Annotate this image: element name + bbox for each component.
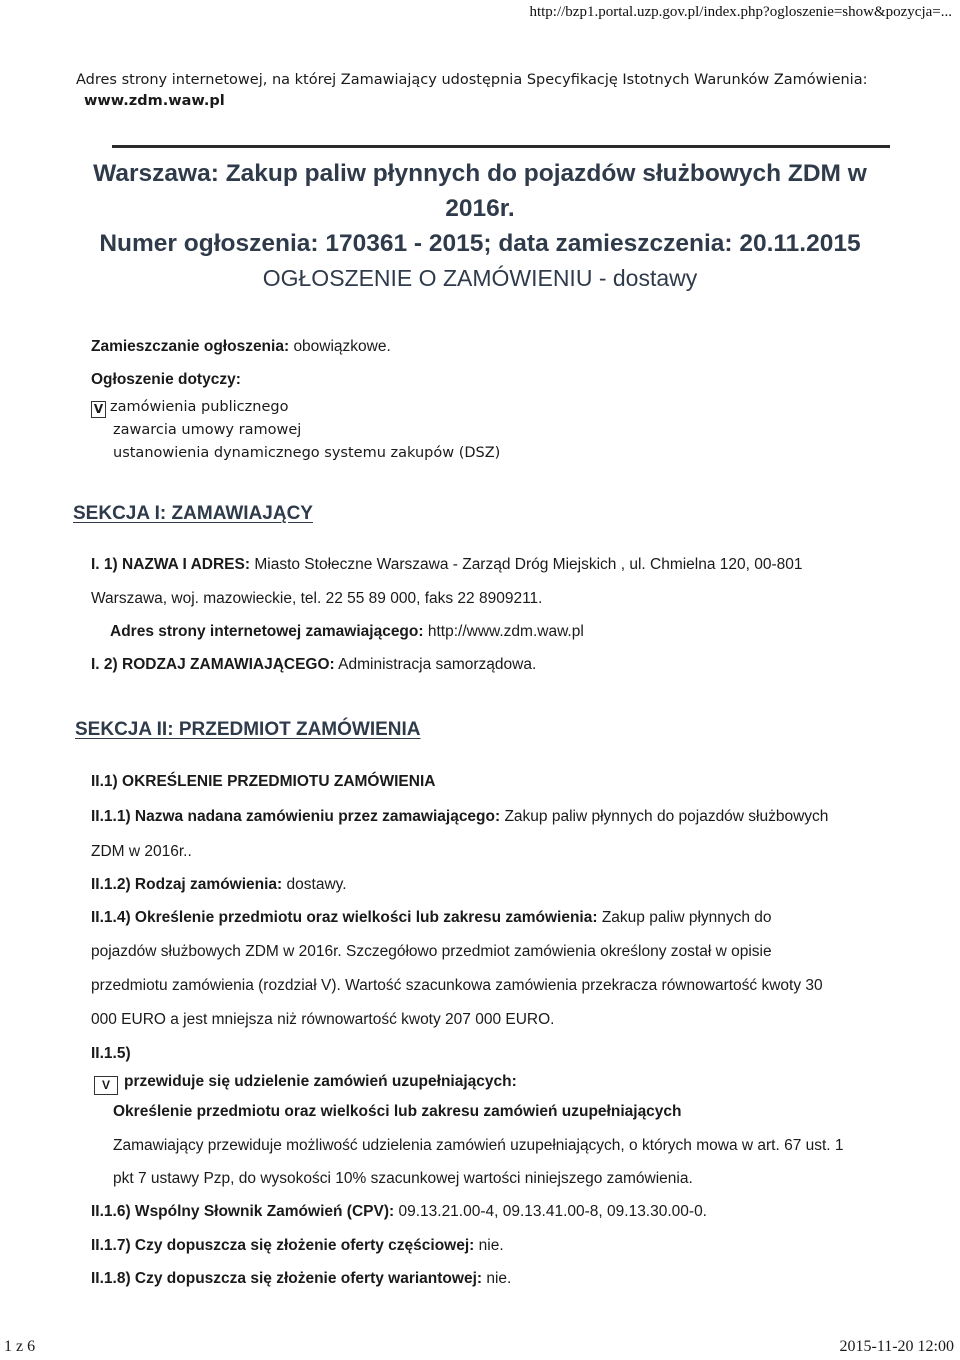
partial-offer-label: II.1.7) Czy dopuszcza się złożenie oferty częściowej: — [91, 1237, 475, 1254]
variant-offer-label: II.1.8) Czy dopuszcza się złożenie oferty wariantowej: — [91, 1270, 483, 1287]
contracting-type-label: I. 2) RODZAJ ZAMAWIAJĄCEGO: — [91, 656, 335, 673]
supplementary-text: przewiduje się udzielenie zamówień uzupełniających: — [124, 1073, 517, 1090]
scope-label: II.1.4) Określenie przedmiotu oraz wielkości lub zakresu zamówienia: — [91, 909, 598, 926]
order-type-label: II.1.2) Rodzaj zamówienia: — [91, 876, 283, 893]
checkbox-supplementary[interactable]: V — [94, 1076, 118, 1095]
variant-offer-line — [91, 1270, 511, 1288]
address-line1 — [91, 556, 803, 574]
supplementary-check-line — [94, 1073, 517, 1095]
option-framework: zawarcia umowy ramowej — [113, 422, 302, 438]
mandatory-label: Zamieszczanie ogłoszenia: — [91, 338, 290, 355]
order-type-value: dostawy. — [286, 876, 347, 893]
section-1-heading: SEKCJA I: ZAMAWIAJĄCY — [73, 503, 313, 524]
www-label: Adres strony internetowej zamawiającego: — [110, 623, 424, 640]
www-line — [110, 623, 584, 641]
mandatory-line — [91, 338, 391, 356]
notice-number-line: Numer ogłoszenia: 170361 - 2015; data zamieszczenia: 20.11.2015 — [99, 230, 861, 257]
variant-offer-value: nie. — [486, 1270, 512, 1287]
scope-line4: 000 EURO a jest mniejsza niż równowartość kwoty 207 000 EURO. — [91, 1011, 555, 1028]
notice-title-line1: Warszawa: Zakup paliw płynnych do pojazdów służbowych ZDM w — [93, 160, 867, 187]
mandatory-value: obowiązkowe. — [293, 338, 391, 355]
siwz-site-url[interactable]: www.zdm.waw.pl — [84, 93, 225, 109]
concerns-label: Ogłoszenie dotyczy: — [91, 371, 241, 388]
page-counter: 1 z 6 — [4, 1338, 36, 1355]
section-2-heading: SEKCJA II: PRZEDMIOT ZAMÓWIENIA — [75, 719, 421, 740]
checkbox-public-order[interactable]: V — [91, 401, 106, 418]
option-public-order — [91, 399, 288, 418]
supplementary-value1: Zamawiający przewiduje możliwość udzielenia zamówień uzupełniających, o których mowa w art. 67 ust. 1 — [113, 1137, 844, 1154]
order-type-line — [91, 876, 347, 894]
option-public-order-label: zamówienia publicznego — [110, 399, 289, 415]
scope-line1 — [91, 909, 772, 927]
order-name-line1 — [91, 808, 828, 826]
contracting-type-value: Administracja samorządowa. — [338, 656, 537, 673]
supplementary-value2: pkt 7 ustawy Pzp, do wysokości 10% szacunkowej wartości niniejszego zamówienia. — [113, 1170, 693, 1187]
www-value[interactable]: http://www.zdm.waw.pl — [427, 623, 584, 640]
order-name-line2: ZDM w 2016r.. — [91, 843, 192, 860]
order-name-value1: Zakup paliw płynnych do pojazdów służbowych — [504, 808, 829, 825]
scope-line2: pojazdów służbowych ZDM w 2016r. Szczegółowo przedmiot zamówienia określony został w opisie — [91, 943, 772, 960]
title-divider — [112, 145, 890, 148]
supplementary-label: II.1.5) — [91, 1045, 131, 1062]
subject-heading: II.1) OKREŚLENIE PRZEDMIOTU ZAMÓWIENIA — [91, 773, 436, 790]
scope-line3: przedmiotu zamówienia (rozdział V). Wartość szacunkowa zamówienia przekracza równowartość kwoty 30 — [91, 977, 823, 994]
partial-offer-line — [91, 1237, 504, 1255]
scope-value1: Zakup paliw płynnych do — [601, 909, 772, 926]
notice-type: OGŁOSZENIE O ZAMÓWIENIU - dostawy — [262, 265, 698, 291]
cpv-label: II.1.6) Wspólny Słownik Zamówień (CPV): — [91, 1203, 395, 1220]
address-label: I. 1) NAZWA I ADRES: — [91, 556, 251, 573]
source-url: http://bzp1.portal.uzp.gov.pl/index.php?ogloszenie=show&pozycja=... — [529, 4, 952, 20]
cpv-value: 09.13.21.00-4, 09.13.41.00-8, 09.13.30.00-0. — [398, 1203, 707, 1220]
option-dsz: ustanowienia dynamicznego systemu zakupów (DSZ) — [113, 445, 501, 461]
contracting-type-line — [91, 656, 536, 674]
cpv-line — [91, 1203, 707, 1221]
partial-offer-value: nie. — [478, 1237, 504, 1254]
notice-title-line2: 2016r. — [445, 195, 515, 222]
address-line2: Warszawa, woj. mazowieckie, tel. 22 55 89 000, faks 22 8909211. — [91, 590, 543, 607]
order-name-label: II.1.1) Nazwa nadana zamówieniu przez zamawiającego: — [91, 808, 501, 825]
print-datetime: 2015-11-20 12:00 — [839, 1338, 954, 1355]
supplementary-sub-label: Określenie przedmiotu oraz wielkości lub zakresu zamówień uzupełniających — [113, 1103, 682, 1120]
address-value1: Miasto Stołeczne Warszawa - Zarząd Dróg Miejskich , ul. Chmielna 120, 00-801 — [254, 556, 803, 573]
siwz-site-label: Adres strony internetowej, na której Zamawiający udostępnia Specyfikację Istotnych Warunków Zamówienia: — [76, 72, 868, 88]
